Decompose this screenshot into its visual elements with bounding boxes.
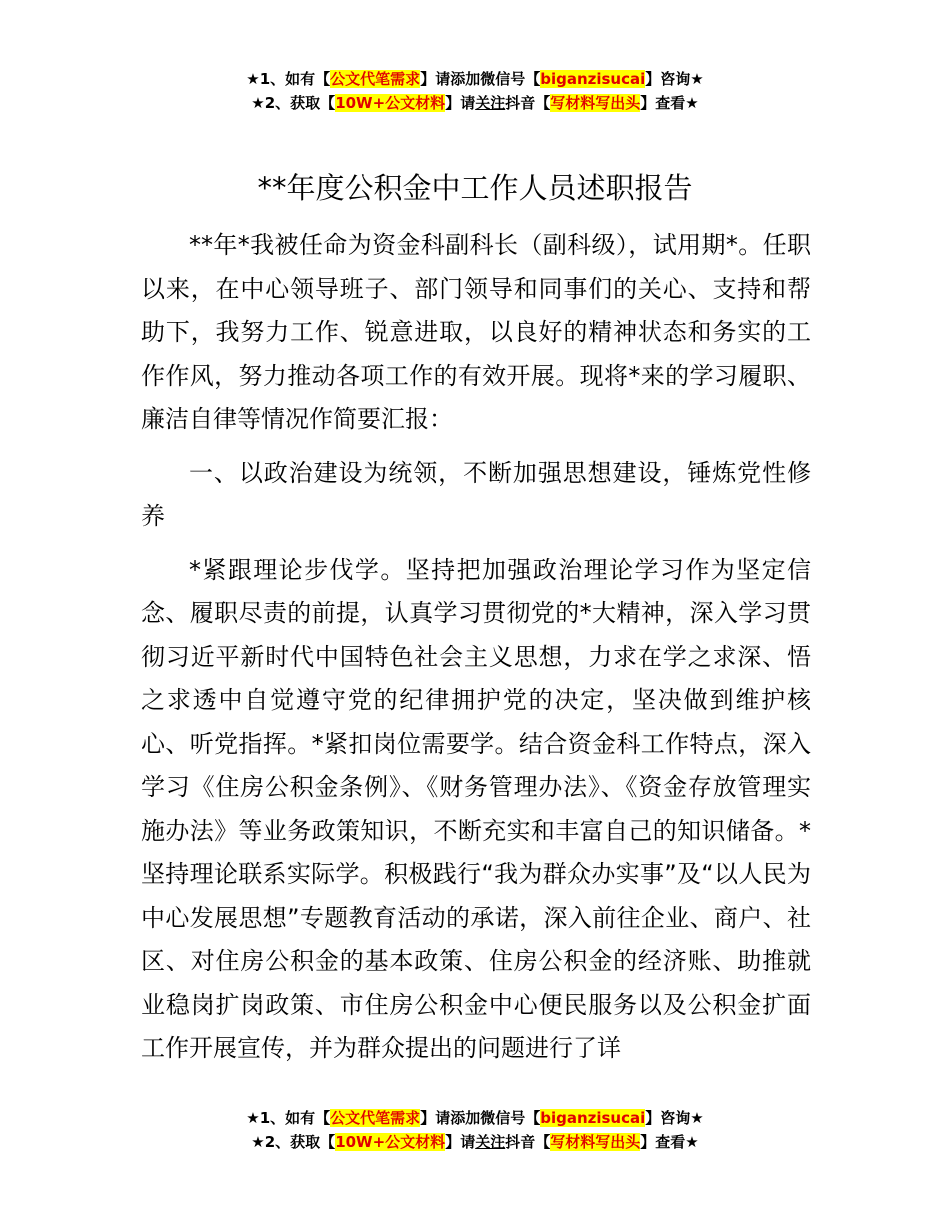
banner-underlined-text: 关注 [475,94,506,112]
banner-highlight: 公文代笔需求 [330,1109,421,1127]
banner-douyin-id: 写材料写出头 [550,94,641,112]
section-heading: 一、以政治建设为统领，不断加强思想建设，锤炼党性修养 [141,458,811,530]
banner-line-1: ★1、如有【公文代笔需求】请添加微信号【biganzisucai】咨询★ [246,70,704,88]
banner-highlight: 公文代笔需求 [330,70,421,88]
banner-line-2: ★2、获取【10W+公文材料】请关注抖音【写材料写出头】查看★ [251,1133,699,1151]
banner-highlight: 10W+公文材料 [335,1133,446,1151]
banner-line-2: ★2、获取【10W+公文材料】请关注抖音【写材料写出头】查看★ [251,94,699,112]
banner-wechat-id: biganzisucai [540,70,646,88]
document-title: **年度公积金中工作人员述职报告 [257,171,693,205]
banner-line-1: ★1、如有【公文代笔需求】请添加微信号【biganzisucai】咨询★ [246,1109,704,1127]
document-body [141,224,811,1071]
paragraph-section-1: *紧跟理论步伐学。坚持把加强政治理论学习作为坚定信念、履职尽责的前提，认真学习贯彻党的*大精神，深入学习贯彻习近平新时代中国特色社会主义思想，力求在学之求深、悟之求透中自觉遵守党的纪律拥护党的决定，坚决做到维护核心、听党指挥。*紧扣岗位需要学。结合资金科工作特点，深入学习《住房公积金条例》、《财务管理办法》、《资金存放管理实施办法》等业务政策知识，不断充实和丰富自己的知识储备。*坚持理论联系实际学。积极践行“我为群众办实事”及“以人民为中心发展思想”专题教育活动的承诺，深入前往企业、商户、社区、对住房公积金的基本政策、住房公积金的经济账、助推就业稳岗扩岗政策、市住房公积金中心便民服务以及公积金扩面工作开展宣传，并为群众提出的问题进行了详 [141,555,811,1062]
footer-banner [0,1106,950,1154]
header-banner [0,67,950,115]
paragraph-intro: **年*我被任命为资金科副科长（副科级），试用期*。任职以来，在中心领导班子、部门领导和同事们的关心、支持和帮助下，我努力工作、锐意进取，以良好的精神状态和务实的工作作风，努力推动各项工作的有效开展。现将*来的学习履职、廉洁自律等情况作简要汇报： [141,231,811,433]
banner-underlined-text: 关注 [475,1133,506,1151]
banner-highlight: 10W+公文材料 [335,94,446,112]
banner-douyin-id: 写材料写出头 [550,1133,641,1151]
banner-wechat-id: biganzisucai [540,1109,646,1127]
